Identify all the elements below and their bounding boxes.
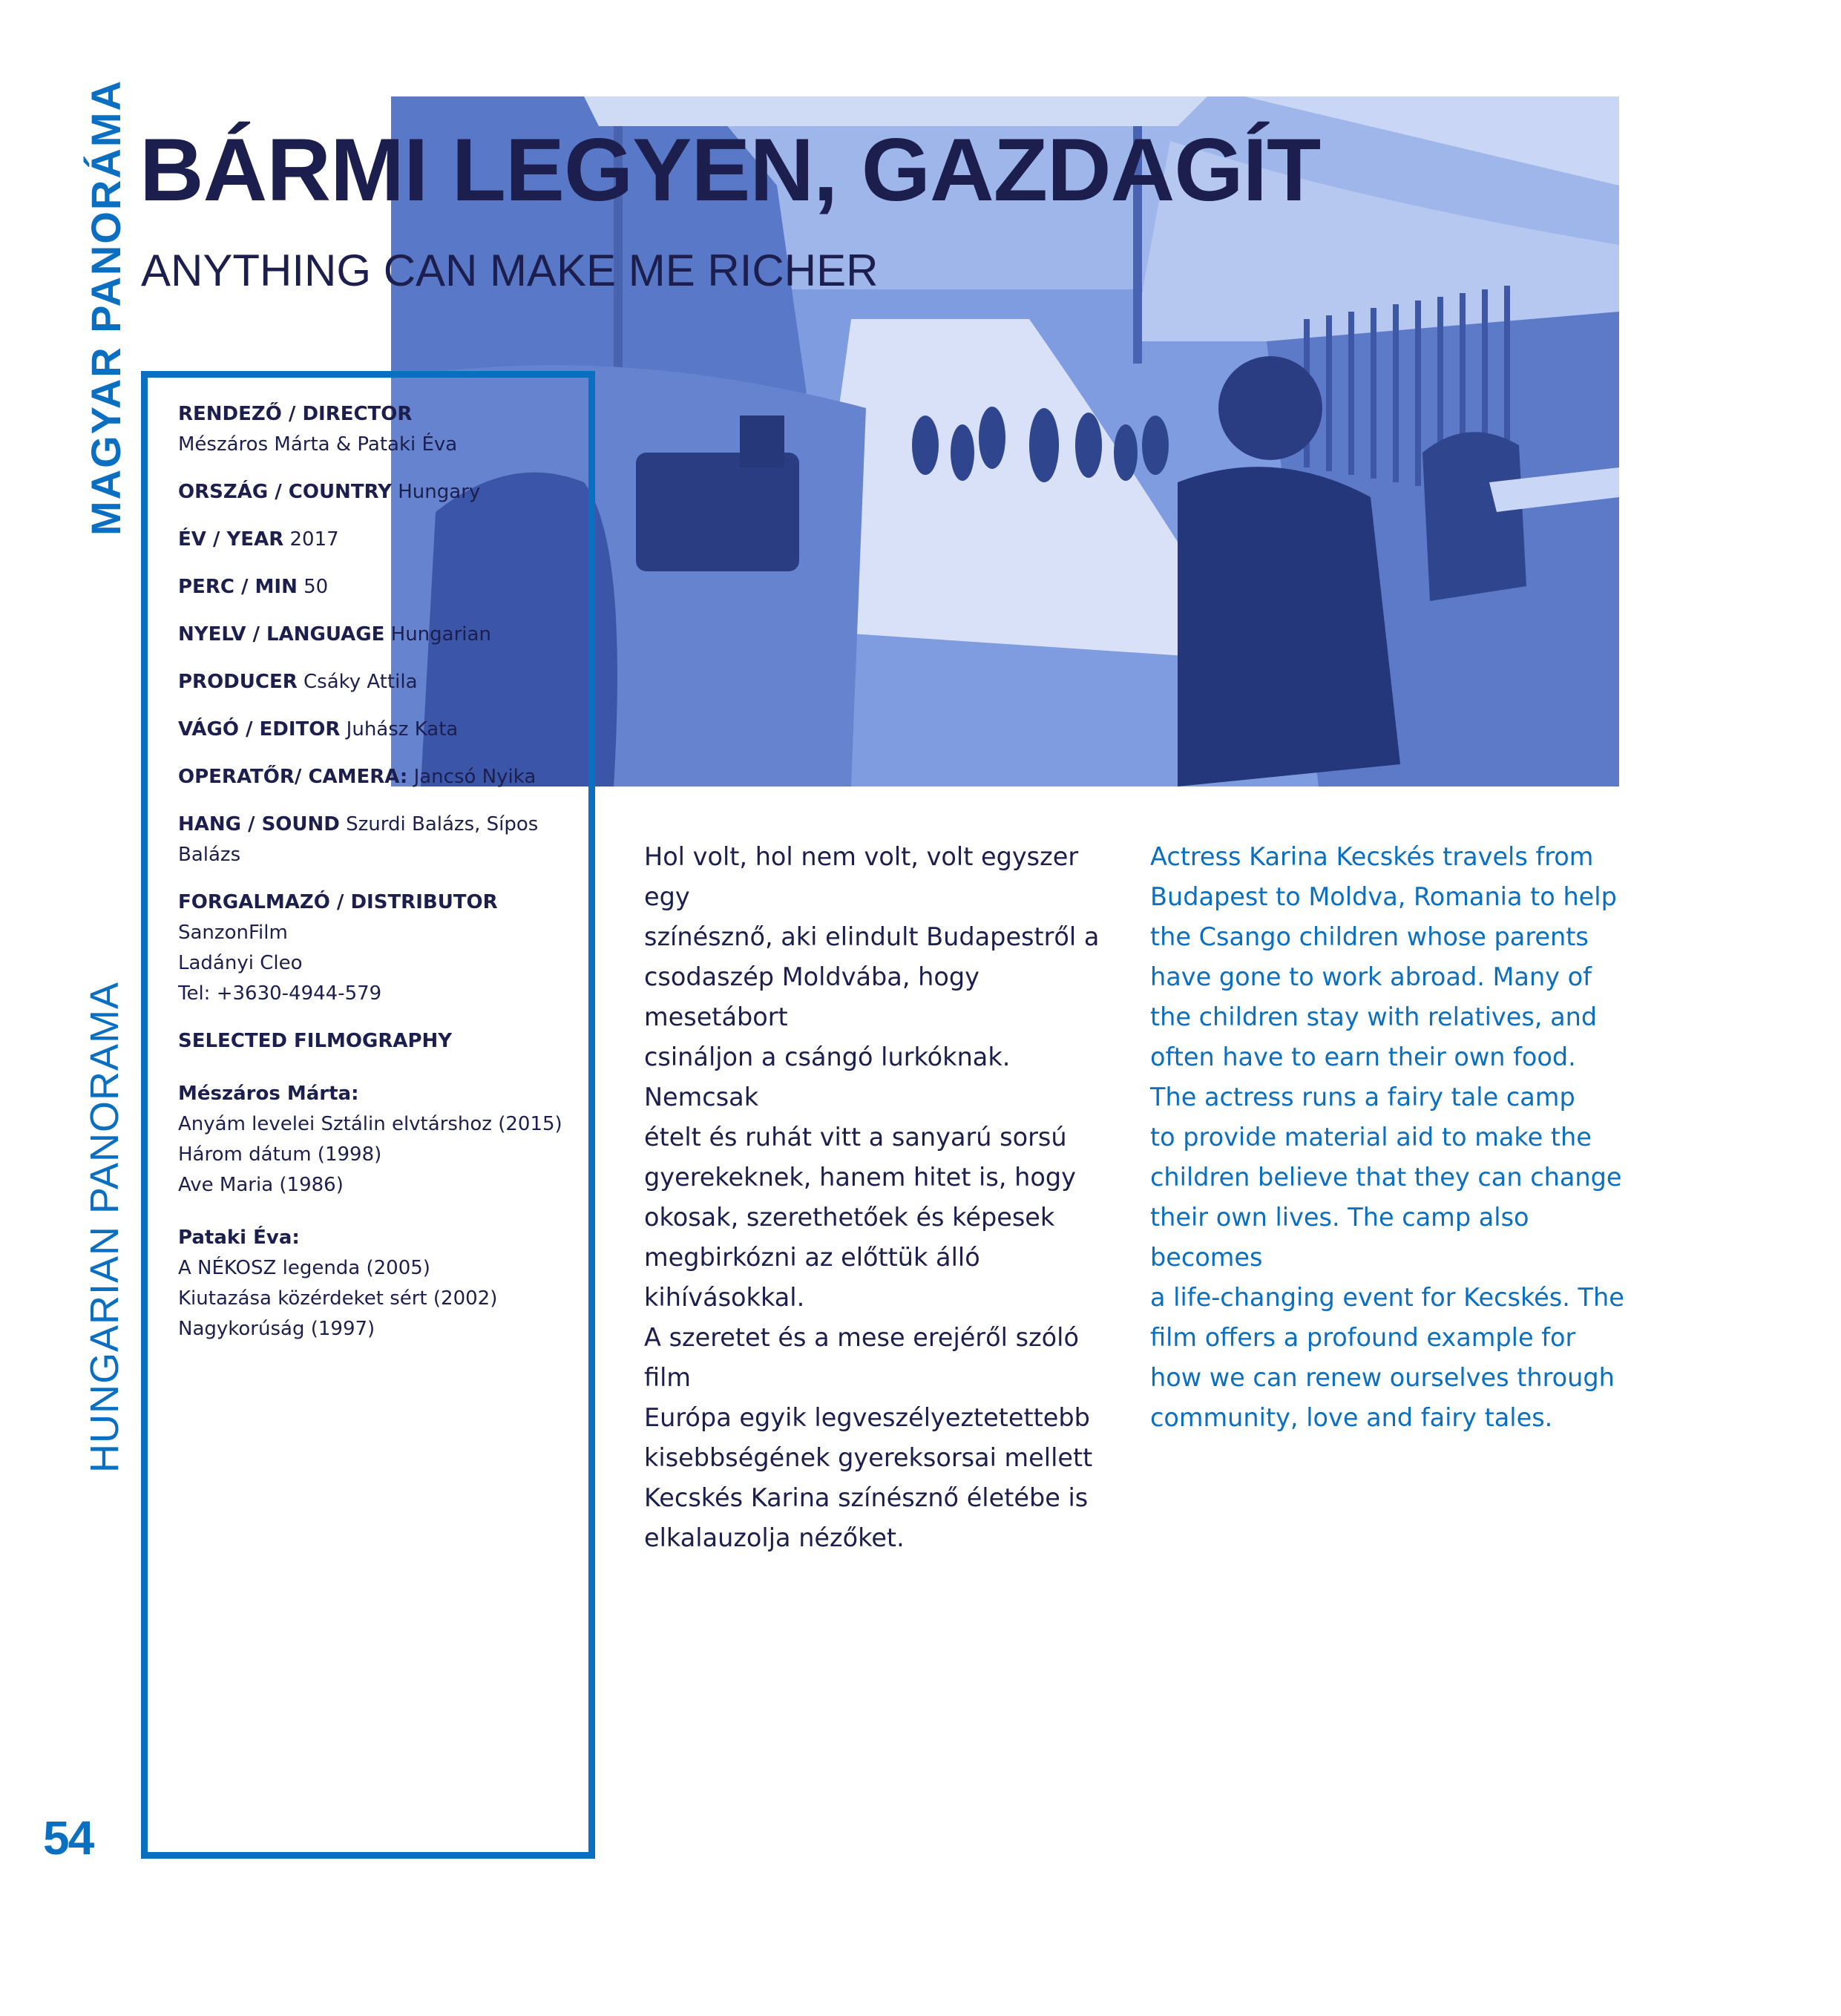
synopsis-line: to provide material aid to make the [1150, 1123, 1592, 1152]
camera-value: Jancsó Nyika [413, 766, 536, 788]
editor-credit [178, 715, 594, 745]
camera-credit [178, 762, 594, 792]
producer-value: Csáky Attila [303, 671, 418, 693]
synopsis-line: csináljon a csángó lurkóknak. Nemcsak [644, 1043, 1011, 1112]
director-label: RENDEZŐ / DIRECTOR [178, 403, 413, 425]
sound-value: Szurdi Balázs, Sípos Balázs [178, 813, 539, 866]
distributor-contact: Ladányi Cleo [178, 952, 303, 974]
language-value: Hungarian [390, 623, 491, 646]
editor-label: VÁGÓ / EDITOR [178, 718, 341, 741]
page-number: 54 [43, 1811, 93, 1865]
sound-credit [178, 810, 594, 870]
country-credit [178, 477, 594, 508]
synopsis-line: Actress Karina Kecskés travels from [1150, 842, 1594, 871]
synopsis-line: Budapest to Moldva, Romania to help [1150, 882, 1617, 911]
synopsis-hungarian [644, 837, 1119, 1558]
synopsis-line: how we can renew ourselves through [1150, 1363, 1615, 1392]
synopsis-line: the children stay with relatives, and [1150, 1002, 1598, 1031]
section-label-hungarian: MAGYAR PANORÁMA [82, 79, 129, 536]
synopsis-line: ételt és ruhát vitt a sanyarú sorsú [644, 1123, 1067, 1152]
film-title-hungarian: BÁRMI LEGYEN, GAZDAGÍT [140, 120, 1321, 220]
runtime-credit [178, 572, 594, 602]
year-value: 2017 [289, 528, 339, 551]
credits-panel [178, 399, 594, 1367]
filmography-director-name: Pataki Éva: [178, 1227, 300, 1249]
distributor-credit [178, 887, 594, 1009]
distributor-name: SanzonFilm [178, 922, 288, 944]
film-title-english: ANYTHING CAN MAKE ME RICHER [141, 246, 879, 295]
synopsis-line: csodaszép Moldvába, hogy mesetábort [644, 962, 979, 1031]
synopsis-line: elkalauzolja nézőket. [644, 1523, 905, 1552]
distributor-phone: Tel: +3630-4944-579 [178, 982, 382, 1005]
filmography-director-name: Mészáros Márta: [178, 1083, 359, 1105]
filmography-entry: Nagykorúság (1997) [178, 1318, 375, 1340]
synopsis-line: community, love and fairy tales. [1150, 1403, 1553, 1432]
language-label: NYELV / LANGUAGE [178, 623, 385, 646]
producer-credit [178, 667, 594, 697]
filmography-entry: Ave Maria (1986) [178, 1174, 344, 1196]
distributor-label: FORGALMAZÓ / DISTRIBUTOR [178, 891, 498, 913]
filmography-entry: Kiutazása közérdeket sért (2002) [178, 1287, 498, 1310]
country-value: Hungary [398, 481, 481, 503]
filmography-entry: Anyám levelei Sztálin elvtárshoz (2015) [178, 1113, 562, 1135]
synopsis-line: often have to earn their own food. [1150, 1043, 1576, 1071]
sound-label: HANG / SOUND [178, 813, 340, 835]
section-label-english: HUNGARIAN PANORAMA [82, 981, 127, 1473]
language-credit [178, 620, 594, 650]
synopsis-line: okosak, szerethetőek és képesek [644, 1203, 1055, 1232]
synopsis-line: A szeretet és a mese erejéről szóló film [644, 1323, 1079, 1392]
runtime-label: PERC / MIN [178, 576, 298, 598]
runtime-value: 50 [303, 576, 329, 598]
director-credit [178, 399, 594, 460]
country-label: ORSZÁG / COUNTRY [178, 481, 392, 503]
synopsis-line: kisebbségének gyereksorsai mellett [644, 1443, 1093, 1472]
filmography-group [178, 1223, 594, 1344]
synopsis-line: színésznő, aki elindult Budapestről a [644, 922, 1100, 951]
synopsis-line: the Csango children whose parents [1150, 922, 1589, 951]
editor-value: Juhász Kata [346, 718, 459, 741]
synopsis-line: a life-changing event for Kecskés. The [1150, 1283, 1624, 1312]
synopsis-english [1150, 837, 1625, 1438]
synopsis-line: megbirkózni az előttük álló kihívásokkal. [644, 1243, 980, 1312]
filmography-entry: A NÉKOSZ legenda (2005) [178, 1257, 430, 1279]
synopsis-line: The actress runs a fairy tale camp [1150, 1083, 1575, 1112]
synopsis-line: have gone to work abroad. Many of [1150, 962, 1592, 991]
camera-label: OPERATŐR/ CAMERA: [178, 766, 408, 788]
year-credit [178, 525, 594, 555]
synopsis-line: children believe that they can change [1150, 1163, 1622, 1192]
producer-label: PRODUCER [178, 671, 298, 693]
director-value: Mészáros Márta & Pataki Éva [178, 433, 458, 456]
synopsis-line: gyerekeknek, hanem hitet is, hogy [644, 1163, 1076, 1192]
filmography-heading: SELECTED FILMOGRAPHY [178, 1030, 453, 1052]
synopsis-line: Kecskés Karina színésznő életébe is [644, 1483, 1089, 1512]
filmography-entry: Három dátum (1998) [178, 1143, 382, 1166]
synopsis-line: their own lives. The camp also becomes [1150, 1203, 1529, 1272]
synopsis-line: Európa egyik legveszélyeztetettebb [644, 1403, 1090, 1432]
synopsis-line: Hol volt, hol nem volt, volt egyszer egy [644, 842, 1079, 911]
synopsis-line: film offers a profound example for [1150, 1323, 1576, 1352]
filmography-group [178, 1079, 594, 1201]
year-label: ÉV / YEAR [178, 528, 284, 551]
